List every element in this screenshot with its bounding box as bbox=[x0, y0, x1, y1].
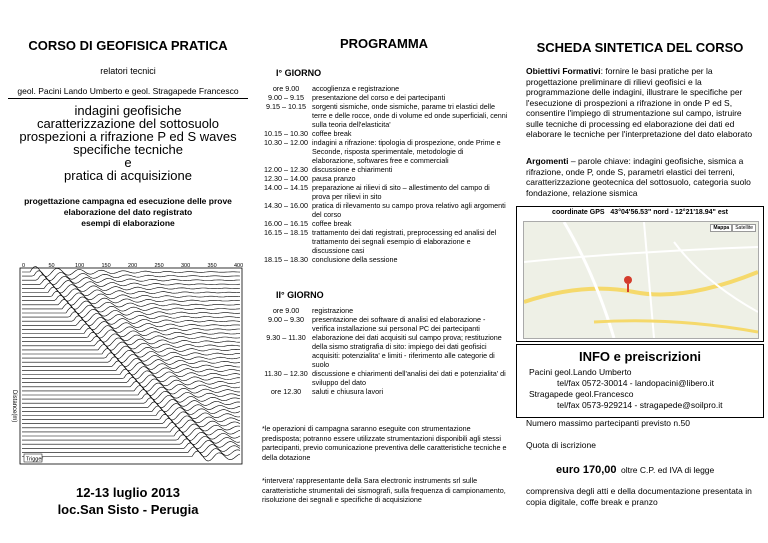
schedule-desc: accoglienza e registrazione bbox=[312, 84, 400, 93]
info-box bbox=[516, 344, 764, 418]
schedule-row bbox=[260, 201, 508, 219]
schedule-desc: saluti e chiusura lavori bbox=[312, 387, 384, 396]
trigger-badge: Trigger bbox=[26, 456, 44, 463]
schedule-row bbox=[260, 102, 508, 129]
schedule-time: ore 9.00 bbox=[272, 84, 300, 93]
seismo-x-tick: 0 bbox=[22, 263, 26, 269]
topic-line: indagini geofisiche bbox=[74, 103, 182, 118]
left-panel bbox=[0, 0, 256, 543]
gps-line: coordinate GPS 43°04'56.53" nord - 12°21'18.94" est bbox=[552, 209, 728, 216]
fee-label: Quota di iscrizione bbox=[526, 440, 596, 450]
schedule-row bbox=[260, 306, 508, 333]
schedule-time: ore 9.00 9.00 – 9.30 bbox=[268, 306, 304, 324]
schedule-row bbox=[260, 129, 508, 138]
program-panel bbox=[256, 0, 512, 543]
schedule-time: 9.00 – 9.15 bbox=[268, 93, 304, 102]
schedule-desc: registrazione presentazione dei software di analisi ed elaborazione - verifica installazione sui personal PC dei partecipanti bbox=[312, 306, 486, 333]
contact-phone-email[interactable]: tel/fax 0573-929214 - stragapede@soilpro.it bbox=[557, 400, 723, 410]
map-view[interactable] bbox=[523, 221, 759, 339]
max-participants: Numero massimo partecipanti previsto n.50 bbox=[526, 418, 690, 428]
schedule-desc: coffee break bbox=[312, 129, 352, 138]
schedule-time: 18.15 – 18.30 bbox=[264, 255, 308, 264]
keywords: Argomenti – parole chiave: indagini geofisiche, sismica a rifrazione, onde P, onde S, parametri elastici dei terreni, caratterizzazione geotecnica del sottosuolo, categoria suolo fondazione, relazione sismica bbox=[526, 156, 751, 198]
topic-line: specifiche tecniche bbox=[73, 142, 183, 157]
subtopics-block bbox=[0, 196, 256, 229]
note-instruments: *le operazioni di campagna saranno eseguite con strumentazione predisposta; potranno essere utilizzate strumentazioni disponibili agli stessi partecipanti, previo comunicazione preventiva delle caratteristiche tecniche e della dotazione bbox=[262, 424, 507, 462]
schedule-desc: discussione e chiarimenti bbox=[312, 165, 393, 174]
info-title: INFO e preiscrizioni bbox=[578, 349, 702, 364]
schedule-time: 16.15 – 18.15 bbox=[264, 228, 308, 237]
topics-block bbox=[0, 104, 256, 182]
schedule-row bbox=[260, 387, 508, 396]
seismo-x-tick: 350 bbox=[207, 263, 217, 269]
schedule-row bbox=[260, 255, 508, 264]
schedule-row bbox=[260, 93, 508, 102]
schedule-row bbox=[260, 174, 508, 183]
speakers-label: relatori tecnici bbox=[100, 66, 156, 76]
schedule-time: 9.15 – 10.15 bbox=[266, 102, 306, 111]
fee-includes: comprensiva degli atti e della documentazione presentata in copia digitale, coffe break e pranzo bbox=[526, 486, 752, 507]
schedule-row bbox=[260, 165, 508, 174]
subtopic-line: progettazione campagna ed esecuzione delle prove bbox=[24, 196, 232, 206]
seismo-x-tick: 400 bbox=[234, 263, 244, 269]
schedule-time: 10.30 – 12.00 bbox=[264, 138, 308, 147]
seismo-x-tick: 100 bbox=[75, 263, 85, 269]
day2-title: II° GIORNO bbox=[276, 290, 324, 300]
schedule-time: 12.00 – 12.30 bbox=[264, 165, 308, 174]
seismo-x-tick: 50 bbox=[48, 263, 55, 269]
topic-line: prospezioni a rifrazione P ed S waves bbox=[19, 129, 237, 144]
satellite-tab[interactable]: Satellite bbox=[732, 224, 756, 232]
schedule-desc: discussione e chiarimenti dell'analisi dei dati e potenzialita' di sviluppo del dato bbox=[312, 369, 506, 387]
schedule-desc: elaborazione dei dati acquisiti sul campo prova; restituzione della sismo stratigrafia di sito: impiego dei dati geofisici acquisiti: potenzialita' e limiti - riferimento alle categorie di suolo bbox=[312, 333, 502, 369]
schedule-time: 9.30 – 11.30 bbox=[266, 333, 306, 342]
event-date: 12-13 luglio 2013 bbox=[75, 485, 181, 500]
summary-title: SCHEDA SINTETICA DEL CORSO bbox=[536, 40, 744, 55]
schedule-row bbox=[260, 84, 508, 93]
subtopic-line: esempi di elaborazione bbox=[81, 218, 175, 228]
schedule-time: 16.00 – 16.15 bbox=[264, 219, 308, 228]
seismo-x-tick: 200 bbox=[128, 263, 138, 269]
note-sara: *intervera' rappresentante della Sara electronic instruments srl sulle caratteristiche strumentali dei sismografi, sulla frequenza di campionamento, risoluzione dei segnali e specifiche di acquisizione bbox=[262, 476, 506, 504]
event-date-location bbox=[0, 484, 256, 518]
schedule-time: 12.30 – 14.00 bbox=[264, 174, 308, 183]
day2-schedule bbox=[260, 306, 508, 396]
asterisk: * bbox=[262, 476, 265, 485]
schedule-desc: preparazione ai rilievi di sito – allestimento del campo di prova per rilievi in sito bbox=[312, 183, 490, 201]
schedule-desc: presentazione del corso e dei partecipanti bbox=[312, 93, 446, 102]
schedule-row bbox=[260, 138, 508, 165]
seismogram-image bbox=[10, 260, 248, 468]
fee-note: oltre C.P. ed IVA di legge bbox=[621, 465, 715, 475]
map-box bbox=[516, 206, 764, 342]
schedule-row bbox=[260, 333, 508, 369]
schedule-desc: coffee break bbox=[312, 219, 352, 228]
day1-title: I° GIORNO bbox=[276, 68, 322, 78]
objectives: Obiettivi Formativi: fornire le basi pratiche per la progettazione preliminare di rilievi geofisici e la programmazione delle indagini, illustrare le specifiche per l'esecuzione di prospezioni a rifrazione in onde P ed S, consentire l'impiego di strumentazione sul campo, istruire sulle tecniche di processing ed elaborazione dei dati ed elaborare le tecniche per l'interpretazione del dato elaborato bbox=[526, 66, 753, 139]
divider bbox=[8, 98, 248, 99]
map-type-tabs bbox=[710, 224, 756, 232]
schedule-desc: trattamento dei dati registrati, preprocessing ed analisi del trattamento dei segnali esempio di elaborazione e discussione casi bbox=[312, 228, 497, 255]
schedule-time: 14.30 – 16.00 bbox=[264, 201, 308, 210]
seismo-ylabel: Distance(m) bbox=[11, 390, 17, 423]
contacts bbox=[529, 367, 723, 411]
day1-schedule bbox=[260, 84, 508, 264]
schedule-time: ore 12.30 bbox=[270, 387, 302, 396]
topic-line: pratica di acquisizione bbox=[64, 168, 192, 183]
schedule-row bbox=[260, 228, 508, 255]
map-tab[interactable]: Mappa bbox=[710, 224, 732, 232]
schedule-time: 14.00 – 14.15 bbox=[264, 183, 308, 192]
fee-value: euro 170,00 bbox=[556, 464, 617, 476]
summary-panel bbox=[512, 0, 768, 543]
event-location: loc.San Sisto - Perugia bbox=[57, 502, 199, 517]
contact-phone-email[interactable]: tel/fax 0572-30014 - landopacini@libero.it bbox=[557, 378, 715, 388]
schedule-desc: pausa pranzo bbox=[312, 174, 356, 183]
seismo-x-tick: 150 bbox=[101, 263, 111, 269]
speakers: geol. Pacini Lando Umberto e geol. Stragapede Francesco bbox=[17, 86, 239, 96]
contact-name: Pacini geol.Lando Umberto bbox=[529, 367, 632, 377]
topic-line: caratterizzazione del sottosuolo bbox=[36, 116, 220, 131]
topic-line: e bbox=[124, 155, 132, 170]
schedule-time: 10.15 – 10.30 bbox=[264, 129, 308, 138]
schedule-row bbox=[260, 183, 508, 201]
contact-name: Stragapede geol.Francesco bbox=[529, 389, 634, 399]
program-title: PROGRAMMA bbox=[339, 36, 429, 51]
schedule-row bbox=[260, 219, 508, 228]
map-roads bbox=[524, 222, 758, 338]
fee-line bbox=[556, 460, 714, 478]
schedule-desc: sorgenti sismiche, onde sismiche, parame tri elastici delle terre e delle rocce, onde di volume ed onde superficiali, cenni sulla teoria dell'elasticita' bbox=[312, 102, 508, 129]
schedule-desc: conclusione della sessione bbox=[312, 255, 398, 264]
schedule-time: 11.30 – 12.30 bbox=[264, 369, 308, 378]
seismo-x-tick: 250 bbox=[154, 263, 164, 269]
asterisk: * bbox=[262, 424, 265, 433]
seismo-x-tick: 300 bbox=[181, 263, 191, 269]
course-title: CORSO DI GEOFISICA PRATICA bbox=[28, 38, 228, 53]
subtopic-line: elaborazione del dato registrato bbox=[63, 207, 193, 217]
schedule-desc: pratica di rilevamento su campo prova relativo agli argomenti del corso bbox=[312, 201, 506, 219]
schedule-desc: indagini a rifrazione: tipologia di prospezione, onde Prime e Seconde, risposta sperimentale, metodologie di elaborazione, softwares free e commerciali bbox=[312, 138, 501, 165]
schedule-row bbox=[260, 369, 508, 387]
